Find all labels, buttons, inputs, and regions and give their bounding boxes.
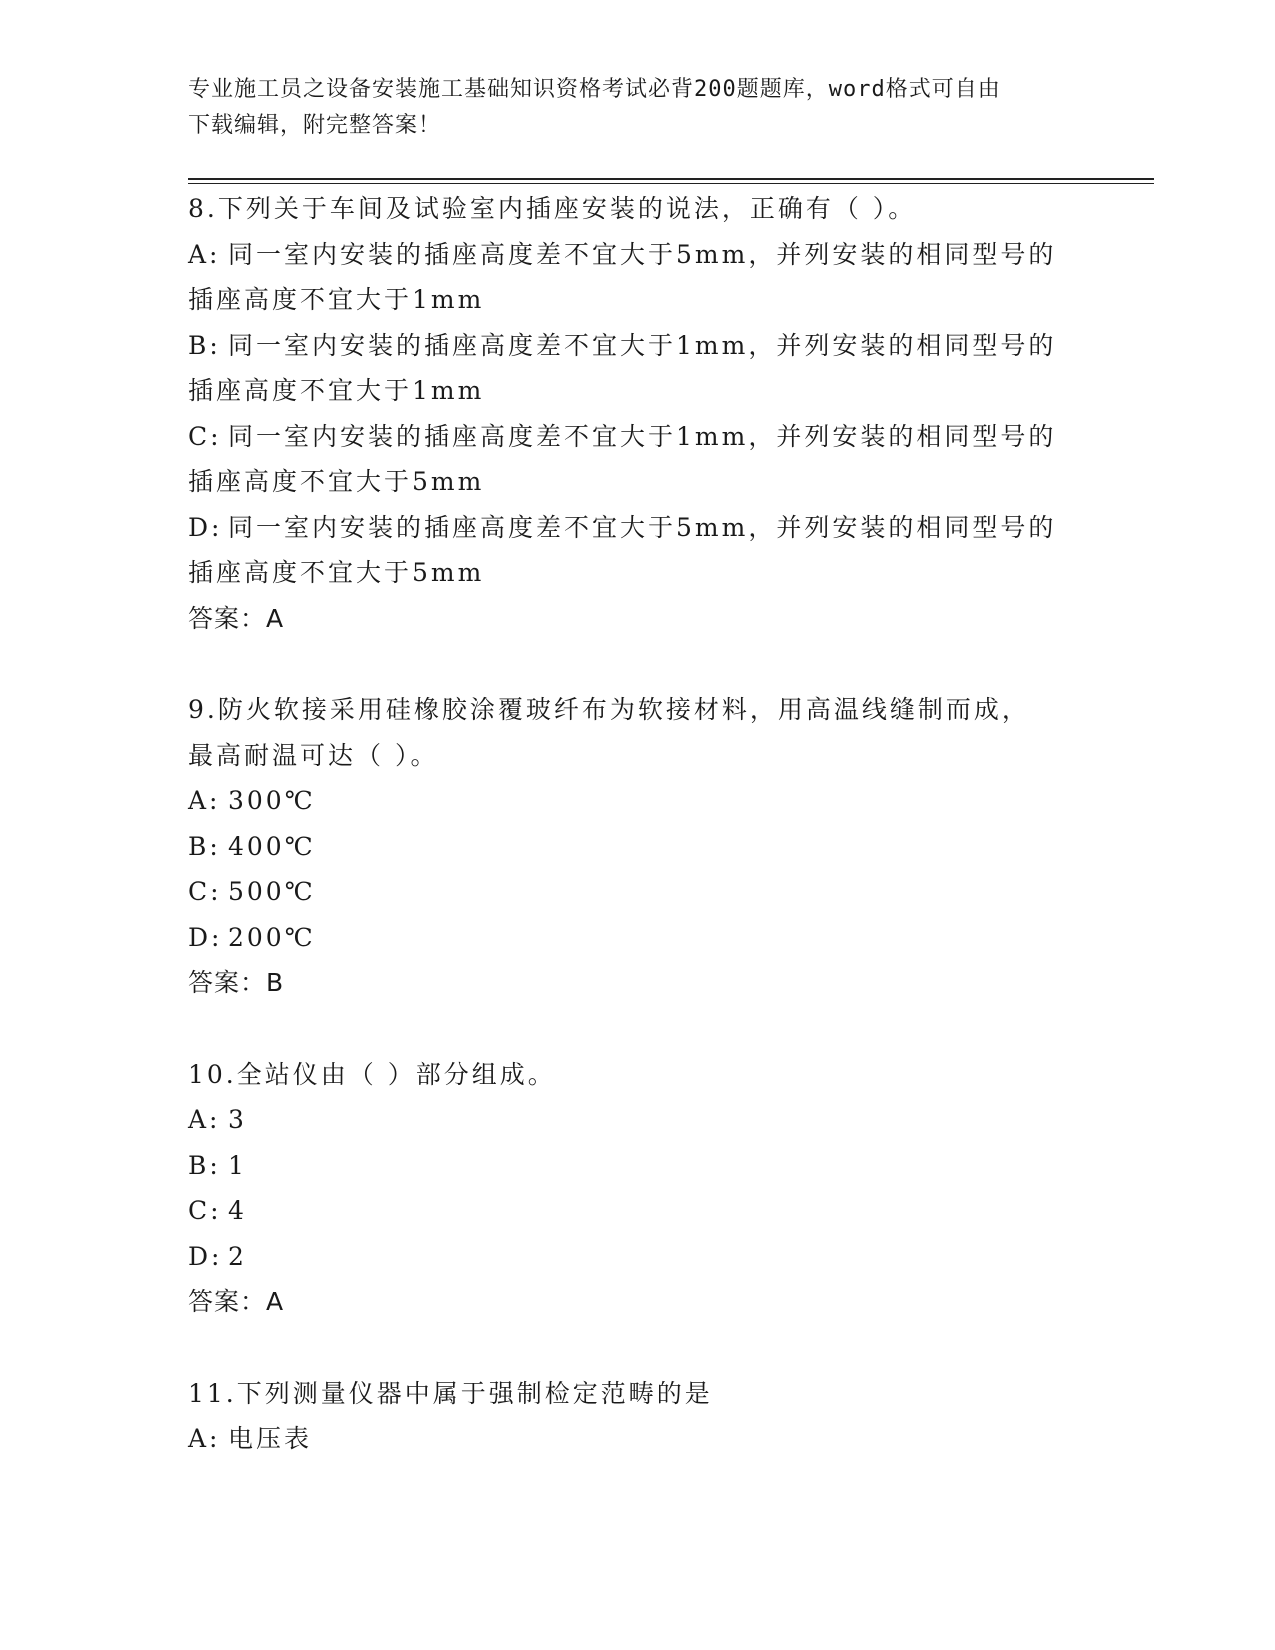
answer-option [188,550,1088,596]
option-text: 2 [228,1241,247,1271]
option-text: 插座高度不宜大于1mm [188,376,485,405]
answer-option [188,1234,1088,1280]
option-text: 同一室内安装的插座高度差不宜大于5mm，并列安装的相同型号的 [228,512,1057,542]
option-text: 电压表 [228,1424,313,1453]
option-label: C: [188,877,222,906]
answer-key: 答案：A [188,603,285,633]
question-stem: 8.下列关于车间及试验室内插座安装的说法，正确有（ ）。 [188,194,917,223]
answer-option [188,459,1088,505]
question-block [188,1371,1088,1462]
option-label: A: [188,786,221,815]
header-title-line-2: 下载编辑，附完整答案！ [188,113,442,138]
header-divider-thick [188,178,1154,180]
option-label: A: [188,239,221,269]
option-label: D: [188,922,223,952]
option-label: C: [188,1196,222,1225]
question-block [188,687,1088,1006]
answer-option [188,1143,1088,1189]
question-block [188,1052,1088,1325]
header-divider-thin [188,183,1154,184]
answer-option [188,869,1088,915]
answer-option [188,368,1088,414]
option-label: C: [188,421,222,451]
option-text: 500℃ [228,877,316,906]
answer-option [188,778,1088,824]
option-text: 同一室内安装的插座高度差不宜大于1mm，并列安装的相同型号的 [228,421,1057,451]
option-label: D: [188,512,223,542]
answer-key: 答案：B [188,968,285,997]
header-title-line-1: 专业施工员之设备安装施工基础知识资格考试必背200题题库，word格式可自由 [188,77,1001,102]
answer-option [188,824,1088,870]
option-label: B: [188,831,221,861]
answer-option [188,915,1088,961]
question-block [188,186,1088,641]
answer-option [188,277,1088,323]
answer-option [188,1416,1088,1462]
option-text: 3 [228,1105,247,1134]
option-text: 200℃ [228,922,316,952]
answer-option [188,232,1088,278]
answer-option [188,1188,1088,1234]
option-label: B: [188,330,221,360]
answer-key: 答案：A [188,1287,285,1316]
option-text: 同一室内安装的插座高度差不宜大于1mm，并列安装的相同型号的 [228,330,1057,360]
option-text: 同一室内安装的插座高度差不宜大于5mm，并列安装的相同型号的 [228,239,1057,269]
option-label: B: [188,1150,221,1180]
question-stem: 11.下列测量仪器中属于强制检定范畴的是 [188,1378,713,1408]
answer-option [188,323,1088,369]
option-label: A: [188,1424,221,1453]
option-text: 1 [228,1150,247,1180]
option-text: 插座高度不宜大于5mm [188,467,485,496]
option-text: 400℃ [228,831,316,861]
question-stem: 10.全站仪由（ ）部分组成。 [188,1059,556,1089]
option-text: 4 [228,1196,247,1225]
question-stem: 9.防火软接采用硅橡胶涂覆玻纤布为软接材料，用高温线缝制而成， [188,695,1030,724]
option-label: A: [188,1105,221,1134]
answer-option [188,505,1088,551]
option-text: 300℃ [228,786,316,815]
question-stem: 最高耐温可达（ ）。 [188,740,439,770]
option-text: 插座高度不宜大于1mm [188,285,485,314]
option-text: 插座高度不宜大于5mm [188,558,485,587]
option-label: D: [188,1241,223,1271]
question-list [188,186,1088,1462]
answer-option [188,1097,1088,1143]
answer-option [188,414,1088,460]
document-header [188,72,1068,144]
